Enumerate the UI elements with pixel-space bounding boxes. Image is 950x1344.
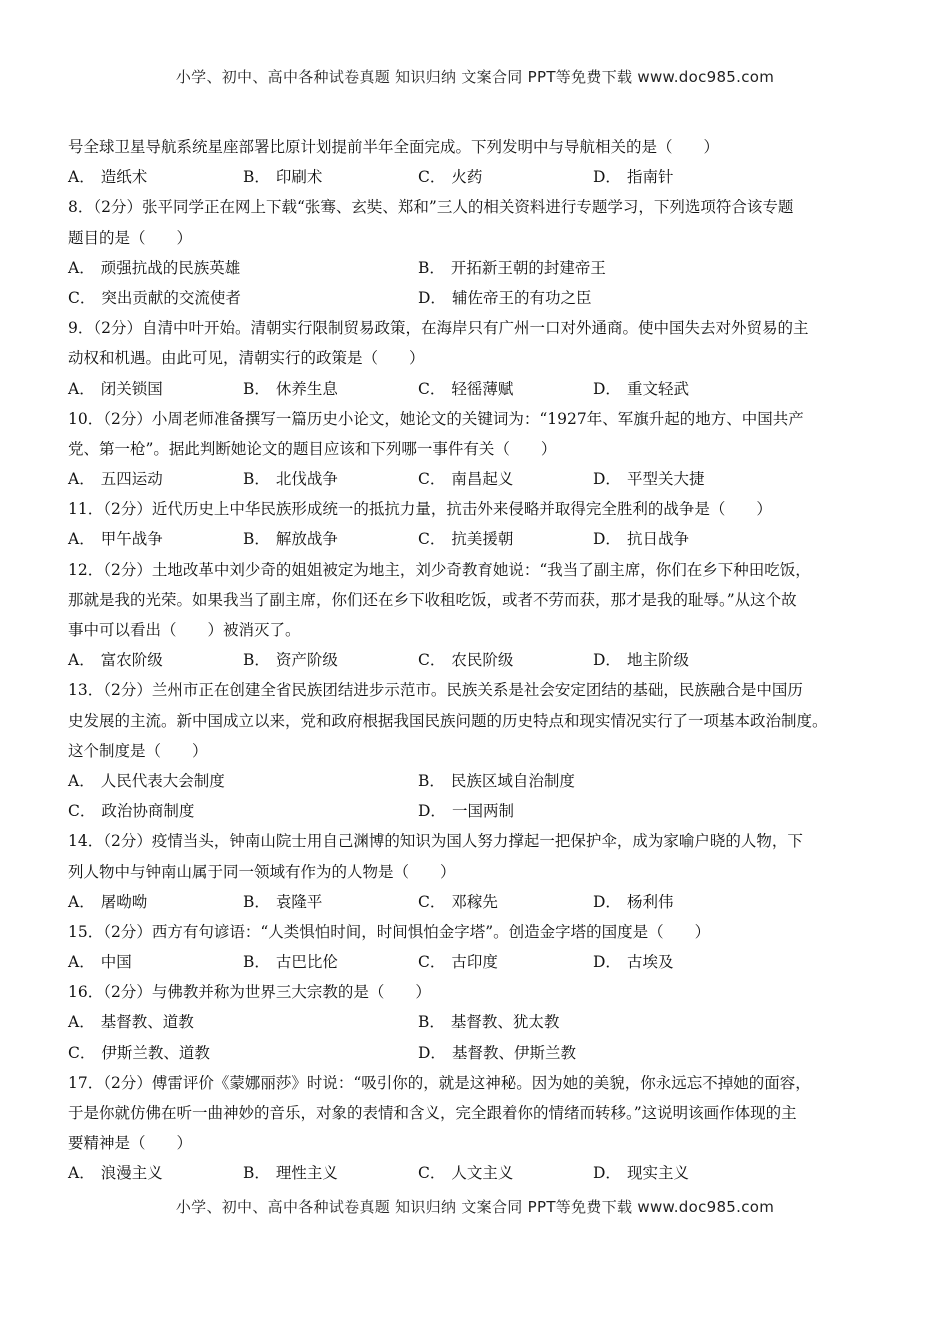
- option-a[interactable]: A． 造纸术: [68, 168, 148, 187]
- option-a[interactable]: A． 中国: [68, 953, 132, 972]
- header-banner: 小学、初中、高中各种试卷真题 知识归纳 文案合同 PPT等免费下载 www.doc985.com: [175, 68, 775, 86]
- option-c[interactable]: C． 伊斯兰教、道教: [68, 1043, 210, 1062]
- question-continued: [68, 132, 888, 192]
- option-c[interactable]: C． 抗美援朝: [418, 530, 514, 549]
- option-a[interactable]: A． 闭关锁国: [68, 379, 163, 398]
- option-b[interactable]: B． 袁隆平: [243, 892, 323, 911]
- question-item: [68, 404, 888, 495]
- option-b[interactable]: B． 印刷术: [243, 168, 323, 187]
- option-a[interactable]: A． 浪漫主义: [68, 1164, 163, 1183]
- question-stem-line: 15．（2分）西方有句谚语：“人类惧怕时间，时间惧怕金字塔”。创造金字塔的国度是（ ）: [68, 922, 711, 941]
- option-b[interactable]: B． 北伐战争: [243, 470, 338, 489]
- option-b[interactable]: B． 资产阶级: [243, 651, 338, 670]
- question-item: [68, 675, 888, 826]
- question-stem-line: 事中可以看出（ ）被消灭了。: [68, 621, 301, 639]
- option-d[interactable]: D． 一国两制: [418, 802, 514, 821]
- answer-options: [68, 1007, 888, 1037]
- question-stem-line: 列人物中与钟南山属于同一领域有作为的人物是（ ）: [68, 862, 456, 881]
- option-a[interactable]: A． 五四运动: [68, 470, 163, 489]
- option-b[interactable]: B． 理性主义: [243, 1164, 338, 1183]
- option-d[interactable]: D． 辅佐帝王的有功之臣: [418, 288, 592, 307]
- answer-options: [68, 1158, 888, 1188]
- question-stem-line: 号全球卫星导航系统星座部署比原计划提前半年全面完成。下列发明中与导航相关的是（ ）: [68, 138, 720, 156]
- option-a[interactable]: A． 顽强抗战的民族英雄: [68, 258, 241, 277]
- questions-container: [68, 192, 888, 1188]
- option-c[interactable]: C． 轻徭薄赋: [418, 379, 514, 398]
- answer-options: [68, 947, 888, 977]
- option-c[interactable]: C． 火药: [418, 168, 483, 187]
- question-stem-line: 那就是我的光荣。如果我当了副主席，你们还在乡下收租吃饭，或者不劳而获，那才是我的耻辱。”从这个故: [68, 590, 797, 609]
- answer-options: [68, 253, 888, 283]
- question-stem-line: 史发展的主流。新中国成立以来，党和政府根据我国民族问题的历史特点和现实情况实行了一项基本政治制度。: [68, 711, 828, 730]
- answer-options: [68, 162, 888, 192]
- option-a[interactable]: A． 屠呦呦: [68, 892, 148, 911]
- option-c[interactable]: C． 古印度: [418, 953, 498, 972]
- question-stem-line: 13．（2分）兰州市正在创建全省民族团结进步示范市。民族关系是社会安定团结的基础，民族融合是中国历: [68, 681, 803, 700]
- option-d[interactable]: D． 基督教、伊斯兰教: [418, 1043, 576, 1062]
- question-stem-line: 9．（2分）自清中叶开始。清朝实行限制贸易政策，在海岸只有广州一口对外通商。使中国失去对外贸易的主: [68, 319, 809, 338]
- option-b[interactable]: B． 基督教、犹太教: [418, 1013, 560, 1032]
- option-c[interactable]: C． 人文主义: [418, 1164, 514, 1183]
- answer-options: [68, 1038, 888, 1068]
- question-stem-line: 11．（2分）近代历史上中华民族形成统一的抵抗力量，抗击外来侵略并取得完全胜利的战争是（ ）: [68, 500, 772, 519]
- option-b[interactable]: B． 古巴比伦: [243, 953, 338, 972]
- question-item: [68, 1068, 888, 1189]
- option-d[interactable]: D． 平型关大捷: [593, 470, 705, 489]
- question-item: [68, 826, 888, 917]
- question-stem-line: 题目的是（ ）: [68, 228, 193, 247]
- option-a[interactable]: A． 基督教、道教: [68, 1013, 194, 1032]
- question-stem-line: 14．（2分）疫情当头，钟南山院士用自己渊博的知识为国人努力撑起一把保护伞，成为家喻户晓的人物，下: [68, 832, 803, 851]
- option-d[interactable]: D． 地主阶级: [593, 651, 689, 670]
- answer-options: [68, 796, 888, 826]
- question-stem-line: 16．（2分）与佛教并称为世界三大宗教的是（ ）: [68, 983, 431, 1002]
- question-stem-line: 于是你就仿佛在听一曲神妙的音乐，对象的表情和含义，完全跟着你的情绪而转移。”这说明该画作体现的主: [68, 1104, 797, 1122]
- option-c[interactable]: C． 南昌起义: [418, 470, 514, 489]
- option-d[interactable]: D． 抗日战争: [593, 530, 689, 549]
- option-a[interactable]: A． 人民代表大会制度: [68, 771, 225, 790]
- question-item: [68, 917, 888, 977]
- question-stem-line: 党、第一枪”。据此判断她论文的题目应该和下列哪一事件有关（ ）: [68, 439, 557, 458]
- footer-banner: 小学、初中、高中各种试卷真题 知识归纳 文案合同 PPT等免费下载 www.doc985.com: [175, 1198, 775, 1216]
- answer-options: [68, 645, 888, 675]
- option-c[interactable]: C． 邓稼先: [418, 892, 498, 911]
- answer-options: [68, 766, 888, 796]
- question-stem-line: 8．（2分）张平同学正在网上下载“张骞、玄奘、郑和”三人的相关资料进行专题学习，下列选项符合该专题: [68, 198, 794, 217]
- question-item: [68, 494, 888, 554]
- option-c[interactable]: C． 政治协商制度: [68, 802, 195, 821]
- option-b[interactable]: B． 开拓新王朝的封建帝王: [418, 258, 606, 277]
- option-d[interactable]: D． 现实主义: [593, 1164, 689, 1183]
- option-a[interactable]: A． 富农阶级: [68, 651, 163, 670]
- question-stem-line: 12．（2分）土地改革中刘少奇的姐姐被定为地主，刘少奇教育她说：“我当了副主席，你们在乡下种田吃饭，: [68, 560, 811, 579]
- option-b[interactable]: B． 休养生息: [243, 379, 338, 398]
- option-d[interactable]: D． 指南针: [593, 168, 674, 187]
- option-a[interactable]: A． 甲午战争: [68, 530, 163, 549]
- option-c[interactable]: C． 农民阶级: [418, 651, 514, 670]
- question-stem-line: 动权和机遇。由此可见，清朝实行的政策是（ ）: [68, 349, 425, 368]
- option-b[interactable]: B． 民族区域自治制度: [418, 771, 575, 790]
- question-item: [68, 192, 888, 313]
- question-stem-line: 这个制度是（ ）: [68, 741, 208, 760]
- question-item: [68, 977, 888, 1068]
- answer-options: [68, 524, 888, 554]
- answer-options: [68, 283, 888, 313]
- option-d[interactable]: D． 重文轻武: [593, 379, 689, 398]
- option-d[interactable]: D． 杨利伟: [593, 892, 674, 911]
- option-d[interactable]: D． 古埃及: [593, 953, 674, 972]
- answer-options: [68, 374, 888, 404]
- answer-options: [68, 464, 888, 494]
- answer-options: [68, 887, 888, 917]
- question-stem-line: 17．（2分）傅雷评价《蒙娜丽莎》时说：“吸引你的，就是这神秘。因为她的美貌，你永远忘不掉她的面容，: [68, 1073, 811, 1092]
- question-list: [68, 132, 888, 1189]
- question-item: [68, 555, 888, 676]
- option-c[interactable]: C． 突出贡献的交流使者: [68, 288, 241, 307]
- question-stem-line: 10．（2分）小周老师准备撰写一篇历史小论文，她论文的关键词为：“1927年、军旗升起的地方、中国共产: [68, 409, 804, 428]
- question-item: [68, 313, 888, 404]
- question-stem-line: 要精神是（ ）: [68, 1134, 193, 1153]
- option-b[interactable]: B． 解放战争: [243, 530, 338, 549]
